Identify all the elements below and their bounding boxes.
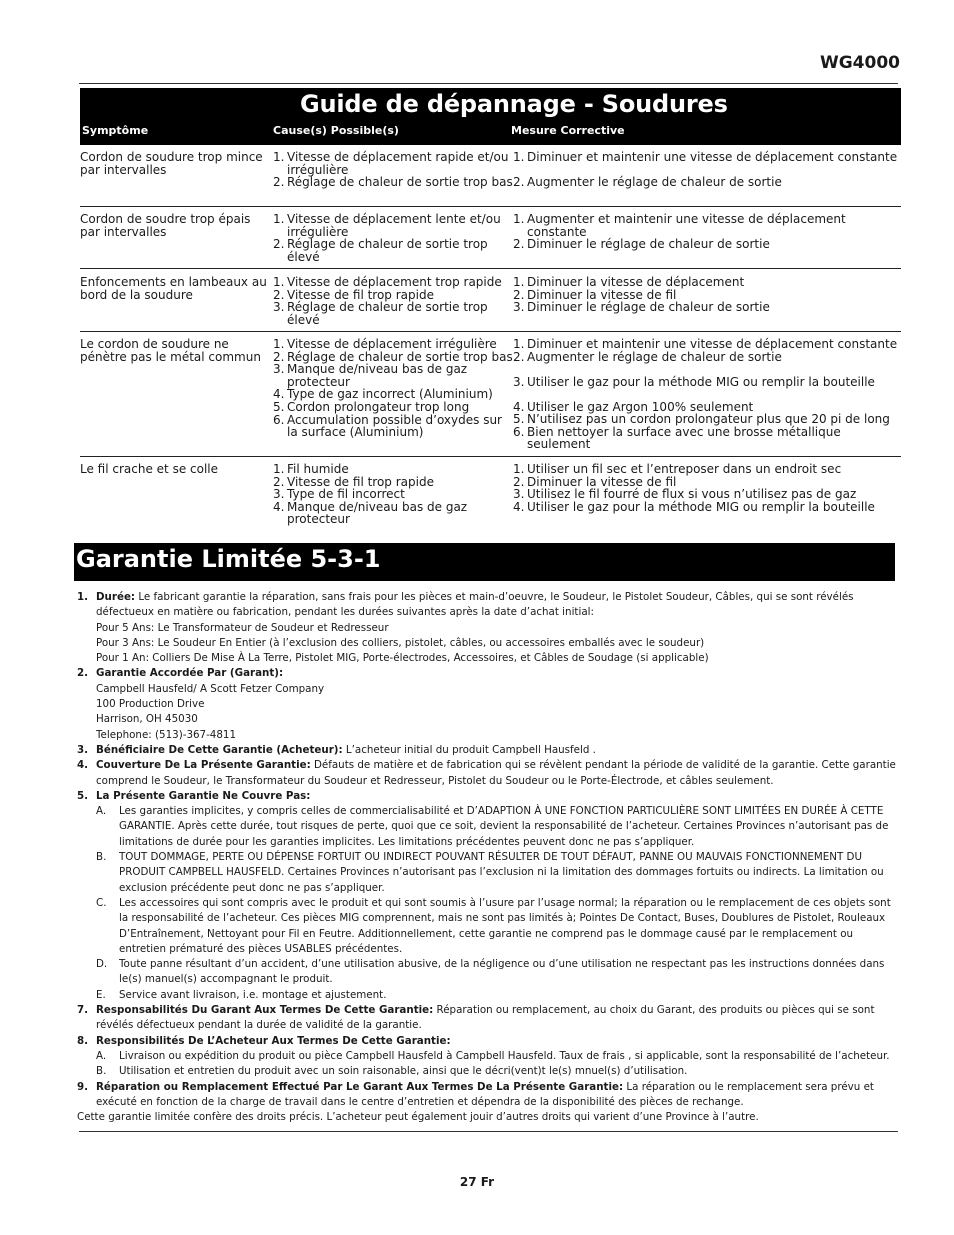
list-item: 4. Type de gaz incorrect (Aluminium) <box>273 387 493 402</box>
list-item: 1. Vitesse de déplacement rapide et/ou irrégulière <box>273 150 509 177</box>
exclusion-item: D. Toute panne résultant d’un accident, d’une utilisation abusive, de la négligence ou d’une utilisation ne respectant pas les instructions données dans le(s) manuel(s) accompagnant le produit. <box>96 958 885 986</box>
symptom-cell: Cordon de soudure trop mince par intervalles <box>80 150 263 177</box>
warranty-title-bar <box>74 543 895 581</box>
exclusion-item: E. Service avant livraison, i.e. montage et ajustement. <box>96 988 387 1001</box>
duration-line: Pour 3 Ans: Le Soudeur En Entier (à l’exclusion des colliers, pistolet, câbles, ou accessoires emballés avec le soudeur) <box>96 636 705 649</box>
warranty-text <box>77 590 897 1125</box>
duration-line: Pour 1 An: Colliers De Mise À La Terre, Pistolet MIG, Porte-électrodes, Accessoires, et Câbles de Soudage (si applicable) <box>96 652 709 665</box>
model-number: WG4000 <box>819 53 900 73</box>
list-item: 2. Réglage de chaleur de sortie trop bas <box>273 349 513 364</box>
causes-cell <box>273 151 513 206</box>
exclusion-item: A. Les garanties implicites, y compris celles de commercialisabilité et D’ADAPTION À UNE FONCTION PARTICULIÈRE SONT LIMITÉES EN DURÉE À CETTE GARANTIE. Après cette durée, tout risques de perte, quoi que ce soit, devient la responsabilité de l’acheteur. Certaines Provinces n’autorisant pas de limitations de durée pour les garanties implicites. Les limitations précédentes peuvent donc ne pas s’appliquer. <box>96 805 889 848</box>
address-line: Campbell Hausfeld/ A Scott Fetzer Company <box>96 682 325 695</box>
warranty-section-warrantor: 2. Garantie Accordée Par (Garant): Campbell Hausfeld/ A Scott Fetzer Company 100 Production Drive Harrison, OH 45030 Telephone: (513)-367-4811 <box>77 666 897 742</box>
list-item: 2. Diminuer la vitesse de fil <box>513 287 677 302</box>
list-item: 6. Bien nettoyer la surface avec une brosse métallique seulement <box>513 424 841 452</box>
warranty-section-warrantor-duties: 7. Responsabilités Du Garant Aux Termes De Cette Garantie: Réparation ou remplacement, au choix du Garant, des produits ou pièces qui se sont révélés défectueux pendant la durée de validité de la garantie. <box>77 1004 875 1032</box>
table-title: Guide de dépannage - Soudures <box>300 90 728 118</box>
causes-cell <box>273 463 513 527</box>
symptom-cell: Le fil crache et se colle <box>80 462 219 476</box>
symptom-cell: Le cordon de soudure ne pénètre pas le métal commun <box>80 337 261 364</box>
causes-cell <box>273 276 513 331</box>
list-item: 6. Accumulation possible d’oxydes sur la surface (Aluminium) <box>273 412 502 440</box>
exclusion-item: C. Les accessoires qui sont compris avec le produit et qui sont soumis à l’usure par l’usage normal; la réparation ou le remplacement de ces objets sont la responsabilité de l’acheteur. Ces pièces MIG comprennent, mais ne sont pas limités à; Pointes De Contact, Buses, Doublures de Pistolet, Rouleaux D’Entraînement, Nettoyant pour Fil en Feutre. Additionnellement, cette garantie ne comprend pas le dommage causé par le remplacement ou entretien prématuré des pièces USABLES précédentes. <box>96 896 891 955</box>
list-item: 2. Augmenter le réglage de chaleur de sortie <box>513 175 782 189</box>
list-item: 3. Utilisez le fil fourré de flux si vous n’utilisez pas de gaz <box>513 487 857 502</box>
duty-item: B. Utilisation et entretien du produit avec un soin raisonable, ainsi que le décri(vent)t le(s) mnuel(s) d’utilisation. <box>96 1065 688 1078</box>
column-header-symptom: Symptôme <box>82 124 149 137</box>
list-item: 4. Utiliser le gaz pour la méthode MIG ou remplir la bouteille <box>513 499 875 514</box>
list-item: 1. Utiliser un fil sec et l’entreposer dans un endroit sec <box>513 462 842 476</box>
list-item: 2. Augmenter le réglage de chaleur de sortie <box>513 349 782 364</box>
duration-line: Pour 5 Ans: Le Transformateur de Soudeur et Redresseur <box>96 621 389 634</box>
list-item: 1. Vitesse de déplacement lente et/ou irrégulière <box>273 212 501 239</box>
list-item: 3. Type de fil incorrect <box>273 487 405 502</box>
address-line: 100 Production Drive <box>96 698 205 711</box>
troubleshooting-table <box>80 88 901 527</box>
list-item: 2. Réglage de chaleur de sortie trop élevé <box>273 237 488 264</box>
list-item: 1. Vitesse de déplacement irrégulière <box>273 337 497 351</box>
list-item: 1. Augmenter et maintenir une vitesse de déplacement constante <box>513 212 846 239</box>
table-row <box>80 332 901 457</box>
list-item: 5. N’utilisez pas un cordon prolongateur plus que 20 pi de long <box>513 412 890 427</box>
header-rule <box>79 83 898 84</box>
list-item: 3. Diminuer le réglage de chaleur de sortie <box>513 300 770 315</box>
exclusion-item: B. TOUT DOMMAGE, PERTE OU DÉPENSE FORTUIT OU INDIRECT POUVANT RÉSULTER DE TOUT DÉFAUT, PANNE OU MAUVAIS FONCTIONNEMENT DU PRODUIT CAMPBELL HAUSFELD. Certaines Provinces n’autorisant pas l’exclusion ni la limitation des dommages fortuits ou indirects. La limitation ou exclusion précédente peut donc ne pas s’appliquer. <box>96 851 884 894</box>
list-item: 2. Diminuer la vitesse de fil <box>513 474 677 489</box>
symptom-cell: Enfoncements en lambeaux au bord de la soudure <box>80 275 267 302</box>
remedies-cell <box>513 213 901 268</box>
column-header-remedies: Mesure Corrective <box>511 124 625 137</box>
warranty-section-purchaser: 3. Bénéficiaire De Cette Garantie (Acheteur): L’acheteur initial du produit Campbell Hausfeld . <box>77 743 596 756</box>
warranty-closing: Cette garantie limitée confère des droits précis. L’acheteur peut également jouir d’autres droits qui varient d’une Province à l’autre. <box>77 1111 759 1124</box>
list-item: 3. Manque de/niveau bas de gaz protecteur <box>273 362 468 389</box>
warranty-section-purchaser-duties: 8. Responsibilités De L’Acheteur Aux Termes De Cette Garantie: A. Livraison ou expédition du produit ou pièce Campbell Hausfeld à Campbell Hausfeld. Taux de frais , si applicable, sont la responsabilité de l’acheteur. B. Utilisation et entretien du produit avec un soin raisonable, ainsi que le décri(vent)t le(s) mnuel(s) d’utilisation. <box>77 1034 897 1080</box>
remedies-cell <box>513 463 901 527</box>
list-item: 3. Réglage de chaleur de sortie trop élevé <box>273 300 488 327</box>
list-item: 1. Diminuer et maintenir une vitesse de déplacement constante <box>513 337 898 351</box>
duty-item: A. Livraison ou expédition du produit ou pièce Campbell Hausfeld à Campbell Hausfeld. Taux de frais , si applicable, sont la responsabilité de l’acheteur. <box>96 1049 890 1062</box>
column-header-causes: Cause(s) Possible(s) <box>273 124 399 137</box>
warranty-section-duration: 1. Durée: Le fabricant garantie la réparation, sans frais pour les pièces et main-d’oeuvre, le Soudeur, le Pistolet Soudeur, Câbles, qui se sont révélés défectueux en matière ou fabrication, pendant les durées suivantes après la date d’achat initial: Pour 5 Ans: Le Transformateur de Soudeur et Redresseur Pour 3 Ans: Le Soudeur En Entier (à l’exclusion des colliers, pistolet, câbles, ou accessoires emballés avec le soudeur) Pour 1 An: Colliers De Mise À La Terre, Pistolet MIG, Porte-électrodes, Accessoires, et Câbles de Soudage (si applicable) <box>77 590 897 666</box>
warranty-section-exclusions: 5. La Présente Garantie Ne Couvre Pas: A. Les garanties implicites, y compris celles de commercialisabilité et D’ADAPTION À UNE FONCTION PARTICULIÈRE SONT LIMITÉES EN DURÉE À CETTE GARANTIE. Après cette durée, tout risques de perte, quoi que ce soit, devient la responsabilité de l’acheteur. Certaines Provinces n’autorisant pas de limitations de durée pour les garanties implicites. Les limitations précédentes peuvent donc ne pas s’appliquer. B. TOUT DOMMAGE, PERTE OU DÉPENSE FORTUIT OU INDIRECT POUVANT RÉSULTER DE TOUT DÉFAUT, PANNE OU MAUVAIS FONCTIONNEMENT DU PRODUIT CAMPBELL HAUSFELD. Certaines Provinces n’autorisant pas l’exclusion ni la limitation des dommages fortuits ou indirects. La limitation ou exclusion précédente peut donc ne pas s’appliquer. C. Les accessoires qui sont compris avec le produit et qui sont soumis à l’usure par l’usage normal; la réparation ou le remplacement de ces objets sont la responsabilité de l’acheteur. Ces pièces MIG comprennent, mais ne sont pas limités à; Pointes De Contact, Buses, Doublures de Pistolet, Rouleaux D’Entraînement, Nettoyant pour Fil en Feutre. Additionnellement, cette garantie ne comprend pas le dommage causé par le remplacement ou entretien prématuré des pièces USABLES précédentes. D. Toute panne résultant d’un accident, d’une utilisation abusive, de la négligence ou d’une utilisation ne respectant pas les instructions données dans le(s) manuel(s) accompagnant le produit. E. Service avant livraison, i.e. montage et ajustement. <box>77 789 897 1003</box>
address-line: Telephone: (513)-367-4811 <box>96 728 237 741</box>
causes-cell <box>273 338 513 456</box>
causes-cell <box>273 213 513 268</box>
remedies-cell <box>513 338 901 456</box>
warranty-title: Garantie Limitée 5-3-1 <box>76 545 381 573</box>
list-item: 2. Vitesse de fil trop rapide <box>273 287 434 302</box>
list-item: 1. Fil humide <box>273 462 349 476</box>
list-item: 1. Diminuer la vitesse de déplacement <box>513 275 745 289</box>
remedies-cell <box>513 151 901 206</box>
address-line: Harrison, OH 45030 <box>96 713 198 726</box>
list-item: 4. Utiliser le gaz Argon 100% seulement <box>513 399 754 414</box>
warranty-section-repair: 9. Réparation ou Remplacement Effectué Par Le Garant Aux Termes De La Présente Garantie: La réparation ou le remplacement sera prévu et exécuté en fonction de la charge de travail dans le centre d’entretien et dépendra de la disponibilité des pièces de rechange. <box>77 1080 874 1108</box>
table-row <box>80 207 901 269</box>
page-number: 27 Fr <box>459 1175 495 1189</box>
list-item: 2. Vitesse de fil trop rapide <box>273 474 434 489</box>
symptom-cell: Cordon de soudre trop épais par intervalles <box>80 212 251 239</box>
table-row <box>80 457 901 527</box>
table-header <box>80 88 901 145</box>
list-item: 1. Diminuer et maintenir une vitesse de déplacement constante <box>513 150 898 164</box>
list-item: 4. Manque de/niveau bas de gaz protecteur <box>273 499 468 527</box>
list-item: 3. Utiliser le gaz pour la méthode MIG ou remplir la bouteille <box>513 374 875 389</box>
list-item: 1. Vitesse de déplacement trop rapide <box>273 275 502 289</box>
list-item: 2. Diminuer le réglage de chaleur de sortie <box>513 237 770 251</box>
list-item: 5. Cordon prolongateur trop long <box>273 399 470 414</box>
table-row <box>80 269 901 332</box>
warranty-section-coverage: 4. Couverture De La Présente Garantie: Défauts de matière et de fabrication qui se révèlent pendant la période de validité de la garantie. Cette garantie comprend le Soudeur, le Transformateur du Soudeur et Redresseur, Pistolet du Soudeur ou le Porte-Électrode, et câbles seulement. <box>77 759 896 787</box>
list-item: 2. Réglage de chaleur de sortie trop bas <box>273 175 513 190</box>
remedies-cell <box>513 276 901 331</box>
table-row <box>80 145 901 207</box>
footer-rule <box>79 1131 898 1132</box>
